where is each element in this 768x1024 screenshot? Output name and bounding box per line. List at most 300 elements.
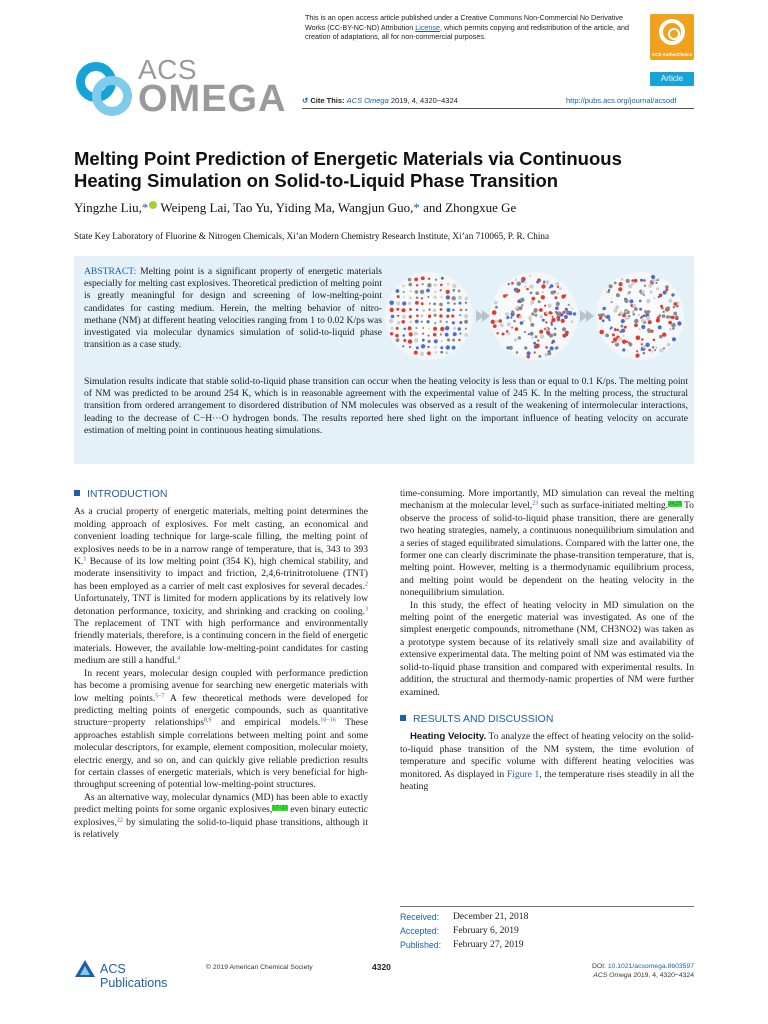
atom-dot bbox=[524, 331, 526, 333]
citation-ref[interactable]: 22 bbox=[116, 817, 123, 824]
atom-dot bbox=[421, 344, 425, 348]
atom-dot bbox=[523, 320, 525, 322]
atom-dot bbox=[408, 339, 412, 343]
atom-dot bbox=[403, 291, 405, 293]
atom-dot bbox=[446, 315, 449, 318]
atom-dot bbox=[422, 333, 424, 335]
citation-ref-highlighted[interactable]: 24,25 bbox=[668, 500, 682, 507]
citation-ref[interactable]: 8,9 bbox=[204, 717, 212, 724]
atom-dot bbox=[422, 309, 425, 312]
atom-dot bbox=[538, 300, 541, 303]
atom-dot bbox=[669, 328, 672, 331]
atom-dot bbox=[622, 340, 626, 344]
atom-dot bbox=[568, 304, 570, 306]
citation-ref[interactable]: 5−7 bbox=[155, 693, 165, 699]
citation-ref[interactable]: 10−16 bbox=[320, 717, 336, 724]
atom-dot bbox=[666, 306, 670, 310]
acs-triangle-icon bbox=[74, 958, 96, 980]
atom-dot bbox=[445, 351, 448, 354]
atom-dot bbox=[555, 296, 558, 299]
intro-heading-text: INTRODUCTION bbox=[87, 488, 168, 500]
atom-dot bbox=[639, 308, 642, 311]
intro-paragraph-3: As an alternative way, molecular dynamics (MD) has been able to exactly predict melting points for some organic explosives,$^{17-21}$ even binary eutectic explosives,$^{22}$ by simulating the solid-to-liquid phase transitions, although it is relatively bbox=[74, 791, 368, 840]
atom-dot bbox=[620, 325, 623, 328]
intro-paragraph-1: As a crucial property of energetic materials, melting point determines the molding approach of explosives. For melt casting, an economical and convenient loading technique for large-scale filling, the melting point of explosives needs to be in a narrow range of temperature, that is, 343 to 393 K.$^1$ Because of its low melting point (354 K), high chemical stability, and moderate insensitivity to impact and friction, 2,4,6-trinitrotoluene (TNT) has been employed as a carrier of melt cast explosives for several decades.$^2$ Unfortunately, TNT is limited for modern applications by its relatively low detonation performance, toxicity, and shrinking and cracking on cooling.$^3$ The replacement of TNT with high performance and environmentally friendly materials, therefore, is a continuing concern in the field of energetic materials. However, the available low-melting-point candidates for casting medium are still a handful.$^4$ bbox=[74, 506, 368, 667]
atom-dot bbox=[441, 340, 443, 342]
atom-dot bbox=[445, 333, 449, 337]
atom-dot bbox=[491, 320, 495, 324]
atom-dot bbox=[395, 334, 399, 338]
atom-dot bbox=[396, 308, 399, 311]
atom-dot bbox=[676, 305, 678, 307]
atom-dot bbox=[403, 339, 406, 342]
atom-dot bbox=[529, 284, 533, 288]
atom-dot bbox=[515, 279, 517, 281]
atom-dot bbox=[526, 288, 529, 291]
atom-dot bbox=[665, 285, 669, 289]
atom-dot bbox=[403, 296, 405, 298]
atom-dot bbox=[495, 320, 498, 323]
acs-authorchoice-badge[interactable] bbox=[650, 14, 694, 60]
atom-dot bbox=[546, 311, 549, 314]
atom-dot bbox=[602, 319, 605, 322]
atom-dot bbox=[602, 307, 606, 311]
atom-dot bbox=[401, 320, 405, 324]
atom-dot bbox=[531, 312, 534, 315]
atom-dot bbox=[536, 280, 539, 283]
atom-dot bbox=[433, 327, 437, 331]
citation-ref[interactable]: 4 bbox=[177, 655, 181, 662]
atom-dot bbox=[416, 346, 419, 349]
atom-dot bbox=[460, 309, 463, 312]
atom-dot bbox=[658, 325, 662, 329]
date-row: Received: December 21, 2018 bbox=[400, 911, 529, 922]
atom-dot bbox=[415, 320, 419, 324]
atom-dot bbox=[420, 290, 424, 294]
atom-dot bbox=[427, 340, 430, 343]
atom-dot bbox=[524, 282, 526, 284]
license-notice bbox=[305, 13, 645, 42]
atom-dot bbox=[648, 349, 651, 352]
header-divider bbox=[302, 108, 694, 109]
abstract-part1: Melting point is a significant property of energetic materials especially for melting cast explosives. Theoretical prediction of melting point is greatly meaningful for design and screening of low-melting-point candidates for casting medium. Herein, the melting behavior of nitro-methane (NM) at different heating velocities ranging from 1 to 0.02 K/ps was investigated via molecular dynamics simulation of solid-to-liquid phase transition as a case study. bbox=[84, 266, 382, 351]
atom-dot bbox=[547, 304, 551, 308]
atom-dot bbox=[614, 328, 617, 331]
atom-dot bbox=[505, 312, 509, 316]
atom-dot bbox=[543, 281, 545, 283]
atom-dot bbox=[534, 314, 537, 317]
atom-dot bbox=[666, 315, 669, 318]
figure-link[interactable]: Figure 1 bbox=[506, 768, 540, 780]
atom-dot bbox=[402, 334, 405, 337]
atom-dot bbox=[557, 293, 559, 295]
atom-dot bbox=[521, 304, 523, 306]
atom-dot bbox=[452, 346, 456, 350]
omega-logo-icon bbox=[76, 62, 132, 118]
atom-dot bbox=[434, 291, 437, 294]
atom-dot bbox=[428, 278, 430, 280]
atom-dot bbox=[428, 328, 430, 330]
toc-graphic bbox=[384, 262, 690, 370]
atom-dot bbox=[529, 315, 531, 317]
atom-dot bbox=[599, 330, 604, 335]
atom-dot bbox=[548, 352, 552, 356]
atom-dot bbox=[408, 278, 412, 282]
atom-dot bbox=[433, 333, 437, 337]
atom-dot bbox=[507, 332, 510, 335]
journal-url[interactable]: http://pubs.acs.org/journal/acsodf bbox=[566, 96, 677, 105]
atom-dot bbox=[427, 346, 429, 348]
atom-dot bbox=[663, 347, 665, 349]
atom-dot bbox=[545, 321, 547, 323]
atom-dot bbox=[509, 346, 513, 350]
atom-dot bbox=[537, 309, 539, 311]
atom-dot bbox=[409, 332, 413, 336]
runin-heading: Heating Velocity. bbox=[410, 731, 487, 743]
atom-dot bbox=[550, 284, 554, 288]
atom-dot bbox=[640, 279, 643, 282]
author-others: Weipeng Lai, Tao Yu, Yiding Ma, Wangjun Guo, bbox=[157, 200, 414, 215]
atom-dot bbox=[420, 352, 424, 356]
publication-dates bbox=[400, 906, 694, 952]
atom-dot bbox=[507, 322, 511, 326]
author-last: and Zhongxue Ge bbox=[419, 200, 517, 215]
atom-dot bbox=[538, 355, 541, 358]
copyright: © 2019 American Chemical Society bbox=[206, 964, 313, 971]
atom-dot bbox=[389, 319, 393, 323]
atom-dot bbox=[624, 316, 628, 320]
atom-dot bbox=[416, 284, 418, 286]
atom-dot bbox=[529, 332, 533, 336]
abstract-part2: Simulation results indicate that stable solid-to-liquid phase transition can occur when the heating velocity is less than or equal to 0.1 K/ps. The melting point of NM was predicted to be around 254 K, which is in reasonable agreement with the experimental value of 245 K. In the melting process, the structural transition from ordered arrangement to disordered distribution of NM molecules was observed as a result of the weakening of intermolecular interactions, leading to the decrease of C−H···O hydrogen bonds. The results reported here shed light on the important influence of heating velocity on accurate estimation of melting point in continuous heating simulations. bbox=[84, 376, 688, 436]
atom-dot bbox=[551, 291, 555, 295]
atom-dot bbox=[515, 327, 519, 331]
atom-dot bbox=[389, 301, 394, 306]
citation-ref[interactable]: 23 bbox=[532, 500, 539, 507]
atom-dot bbox=[641, 338, 643, 340]
atom-dot bbox=[634, 307, 638, 311]
atom-dot bbox=[503, 294, 507, 298]
atom-dot bbox=[453, 327, 456, 330]
abstract-intro bbox=[84, 266, 382, 351]
license-link[interactable]: License bbox=[415, 22, 441, 32]
atom-dot bbox=[532, 297, 536, 301]
right-column bbox=[400, 488, 694, 793]
atom-dot bbox=[465, 302, 467, 304]
atom-dot bbox=[396, 289, 400, 293]
atom-dot bbox=[513, 320, 516, 323]
atom-dot bbox=[530, 303, 532, 305]
atom-dot bbox=[427, 320, 430, 323]
atom-dot bbox=[517, 289, 521, 293]
atom-dot bbox=[631, 282, 634, 285]
atom-dot bbox=[427, 283, 431, 287]
atom-dot bbox=[672, 337, 676, 341]
atom-dot bbox=[616, 293, 620, 297]
atom-dot bbox=[402, 301, 406, 305]
atom-dot bbox=[429, 303, 431, 305]
cite-journal: ACS Omega bbox=[346, 96, 389, 105]
corresponding-mark[interactable]: * bbox=[141, 200, 149, 215]
atom-dot bbox=[452, 321, 455, 324]
acs-publications-logo[interactable] bbox=[74, 958, 194, 990]
atom-dot bbox=[639, 300, 642, 303]
atom-dot bbox=[539, 308, 543, 312]
section-square-icon bbox=[400, 715, 406, 721]
atom-dot bbox=[528, 333, 530, 335]
atom-dot bbox=[422, 327, 424, 329]
atom-dot bbox=[446, 308, 450, 312]
logo-acs-text: ACS bbox=[138, 54, 198, 85]
atom-dot bbox=[416, 296, 419, 299]
atom-dot bbox=[434, 322, 436, 324]
melting-snapshots-graphic bbox=[384, 262, 690, 370]
atom-dot bbox=[516, 351, 519, 354]
atom-dot bbox=[605, 334, 609, 338]
atom-dot bbox=[673, 306, 676, 309]
atom-dot bbox=[459, 314, 461, 316]
atom-dot bbox=[426, 289, 430, 293]
atom-dot bbox=[531, 337, 534, 340]
atom-dot bbox=[644, 310, 647, 313]
atom-dot bbox=[612, 333, 615, 336]
atom-dot bbox=[414, 338, 418, 342]
atom-dot bbox=[465, 297, 469, 301]
atom-dot bbox=[496, 332, 498, 334]
atom-dot bbox=[614, 309, 618, 313]
atom-dot bbox=[409, 283, 413, 287]
results-heading-text: RESULTS AND DISCUSSION bbox=[413, 712, 554, 725]
atom-dot bbox=[657, 317, 660, 320]
atom-dot bbox=[668, 321, 672, 325]
atom-dot bbox=[656, 287, 659, 290]
atom-dot bbox=[610, 326, 612, 328]
atom-dot bbox=[649, 290, 652, 293]
license-text-end: , which permits copying and redistribution of the article, and creation of adaptations, all for non-commercial purposes. bbox=[305, 22, 629, 42]
atom-dot bbox=[453, 332, 457, 336]
atom-dot bbox=[551, 318, 555, 322]
atom-dot bbox=[440, 296, 442, 298]
atom-dot bbox=[563, 311, 566, 314]
atom-dot bbox=[662, 314, 666, 318]
footer-journal: ACS Omega bbox=[593, 972, 632, 979]
atom-dot bbox=[458, 290, 461, 293]
atom-dot bbox=[435, 351, 437, 353]
license-text: This is an open access article published under a Creative Commons Non-Commercial No Derivative Works (CC-BY-NC-ND) Attribution bbox=[305, 13, 623, 32]
atom-dot bbox=[527, 351, 531, 355]
atom-dot bbox=[397, 321, 400, 324]
citation-ref[interactable]: 1 bbox=[83, 556, 87, 563]
article-type-label: Article bbox=[650, 72, 694, 86]
citation-ref[interactable]: 2 bbox=[365, 581, 368, 588]
atom-dot bbox=[609, 284, 613, 288]
cite-icon: ↺ bbox=[302, 96, 309, 105]
atom-dot bbox=[454, 303, 456, 305]
atom-dot bbox=[621, 319, 625, 323]
atom-dot bbox=[511, 310, 514, 313]
atom-dot bbox=[612, 341, 614, 343]
atom-dot bbox=[629, 343, 633, 347]
atom-dot bbox=[506, 316, 509, 319]
atom-dot bbox=[447, 338, 450, 341]
atom-dot bbox=[502, 333, 505, 336]
atom-dot bbox=[557, 286, 559, 288]
atom-dot bbox=[671, 316, 675, 320]
atom-dot bbox=[622, 348, 625, 351]
atom-dot bbox=[634, 279, 638, 283]
atom-dot bbox=[636, 336, 641, 341]
atom-dot bbox=[458, 296, 462, 300]
atom-dot bbox=[434, 314, 437, 317]
right-paragraph-1: time-consuming. More importantly, MD simulation can reveal the melting mechanism at the molecular level,$^{23}$ such as surface-initiated melting.$^{24,25}$ To observe the process of solid-to-liquid phase transition, there are generally two heating strategies, namely, a continuous nonequilibrium simulation and a series of staged equilibrated simulations. Compared with the latter one, the former one can clearly discriminate the phase-transition temperature, that is, melting point. However, melting is a thermodynamic equilibrium process, and melting point would be dependent on the heating velocity in the nonequilibrium simulation. bbox=[400, 488, 694, 599]
atom-dot bbox=[440, 346, 443, 349]
atom-dot bbox=[608, 319, 610, 321]
atom-dot bbox=[624, 326, 627, 329]
atom-dot bbox=[465, 328, 467, 330]
atom-dot bbox=[446, 321, 448, 323]
corresponding-mark-2[interactable]: * bbox=[413, 200, 420, 215]
atom-dot bbox=[492, 310, 497, 315]
cite-ref: 2019, 4, 4320−4324 bbox=[390, 96, 458, 105]
atom-dot bbox=[604, 315, 607, 318]
atom-dot bbox=[640, 317, 642, 319]
atom-dot bbox=[459, 332, 461, 334]
citation-ref-highlighted[interactable]: 17−21 bbox=[272, 804, 288, 811]
atom-dot bbox=[396, 327, 399, 330]
atom-dot bbox=[459, 302, 462, 305]
atom-dot bbox=[668, 299, 672, 303]
atom-dot bbox=[617, 329, 619, 331]
atom-dot bbox=[663, 311, 665, 313]
atom-dot bbox=[561, 319, 565, 323]
atom-dot bbox=[530, 292, 533, 295]
atom-dot bbox=[530, 323, 534, 327]
atom-dot bbox=[643, 352, 645, 354]
atom-dot bbox=[409, 308, 412, 311]
atom-dot bbox=[414, 351, 418, 355]
atom-dot bbox=[555, 306, 559, 310]
doi-link[interactable]: 10.1021/acsomega.8b03597 bbox=[607, 963, 694, 970]
acs-omega-logo bbox=[76, 56, 296, 120]
atom-dot bbox=[624, 299, 628, 303]
author-list bbox=[74, 200, 694, 216]
atom-dot bbox=[396, 301, 400, 305]
atom-dot bbox=[440, 308, 443, 311]
cite-this[interactable] bbox=[302, 96, 458, 105]
atom-dot bbox=[648, 320, 652, 324]
intro-paragraph-2: In recent years, molecular design coupled with performance prediction has become a promising avenue for searching new energetic materials with low melting points.$^{5-7}$ A few theoretical methods were developed for predicting melting points of energetic compounds, such as quantitative structure−property relationships$^{8,9}$ and empirical models.$^{10-16}$ These approaches establish simple correlations between melting point and some molecular descriptors, for example, element composition, molecular moiety, electric energy, and so on, and can quickly give reliable prediction results for certain classes of energetic materials, which is very beneficial for high-throughput screening of potential low-melting-point structures. bbox=[74, 667, 369, 791]
atom-dot bbox=[571, 320, 574, 323]
atom-dot bbox=[545, 346, 548, 349]
logo-omega-text: OMEGA bbox=[138, 78, 287, 120]
atom-dot bbox=[554, 328, 556, 330]
citation-ref[interactable]: 3 bbox=[365, 606, 368, 613]
atom-dot bbox=[397, 295, 400, 298]
atom-dot bbox=[451, 314, 454, 317]
atom-dot bbox=[452, 339, 455, 342]
section-heading-results bbox=[400, 713, 694, 725]
atom-dot bbox=[421, 302, 424, 305]
atom-dot bbox=[666, 289, 669, 292]
atom-dot bbox=[433, 308, 437, 312]
atom-dot bbox=[535, 344, 540, 349]
atom-dot bbox=[446, 290, 450, 294]
atom-dot bbox=[658, 278, 660, 280]
atom-dot bbox=[397, 315, 399, 317]
atom-dot bbox=[659, 335, 663, 339]
atom-dot bbox=[655, 282, 657, 284]
atom-dot bbox=[618, 314, 620, 316]
atom-dot bbox=[434, 339, 438, 343]
atom-dot bbox=[659, 348, 663, 352]
atom-dot bbox=[549, 334, 553, 338]
atom-dot bbox=[625, 310, 627, 312]
atom-dot bbox=[441, 277, 444, 280]
atom-dot bbox=[629, 291, 631, 293]
atom-dot bbox=[621, 278, 624, 281]
publisher-name: ACS Publications bbox=[100, 962, 168, 990]
atom-dot bbox=[464, 333, 468, 337]
atom-dot bbox=[647, 310, 651, 314]
atom-dot bbox=[421, 321, 423, 323]
atom-dot bbox=[615, 305, 619, 309]
atom-dot bbox=[621, 329, 625, 333]
atom-dot bbox=[671, 293, 674, 296]
atom-dot bbox=[662, 333, 666, 337]
atom-dot bbox=[638, 314, 640, 316]
atom-dot bbox=[440, 327, 444, 331]
atom-dot bbox=[452, 309, 454, 311]
atom-dot bbox=[464, 320, 468, 324]
atom-dot bbox=[416, 314, 419, 317]
atom-dot bbox=[548, 328, 550, 330]
atom-dot bbox=[646, 299, 650, 303]
atom-dot bbox=[445, 326, 449, 330]
atom-dot bbox=[599, 316, 602, 319]
atom-dot bbox=[667, 343, 671, 347]
atom-dot bbox=[416, 309, 419, 312]
atom-dot bbox=[647, 329, 651, 333]
atom-dot bbox=[440, 333, 442, 335]
atom-dot bbox=[643, 279, 646, 282]
atom-dot bbox=[452, 284, 456, 288]
atom-dot bbox=[540, 334, 544, 338]
atom-dot bbox=[518, 336, 521, 339]
atom-dot bbox=[651, 275, 655, 279]
badge-label: ACS AuthorChoice bbox=[651, 52, 693, 57]
atom-dot bbox=[551, 342, 553, 344]
atom-dot bbox=[459, 321, 462, 324]
atom-dot bbox=[556, 312, 560, 316]
atom-dot bbox=[493, 324, 497, 328]
atom-dot bbox=[415, 290, 419, 294]
atom-dot bbox=[433, 296, 436, 299]
atom-dot bbox=[410, 290, 412, 292]
atom-dot bbox=[402, 315, 406, 319]
atom-dot bbox=[676, 317, 679, 320]
atom-dot bbox=[541, 295, 545, 299]
atom-dot bbox=[545, 280, 549, 284]
atom-dot bbox=[427, 296, 429, 298]
atom-dot bbox=[520, 298, 525, 303]
atom-dot bbox=[674, 302, 678, 306]
atom-dot bbox=[414, 278, 418, 282]
atom-dot bbox=[634, 323, 638, 327]
atom-dot bbox=[644, 285, 646, 287]
atom-dot bbox=[544, 328, 546, 330]
atom-dot bbox=[535, 335, 538, 338]
atom-dot bbox=[465, 309, 467, 311]
